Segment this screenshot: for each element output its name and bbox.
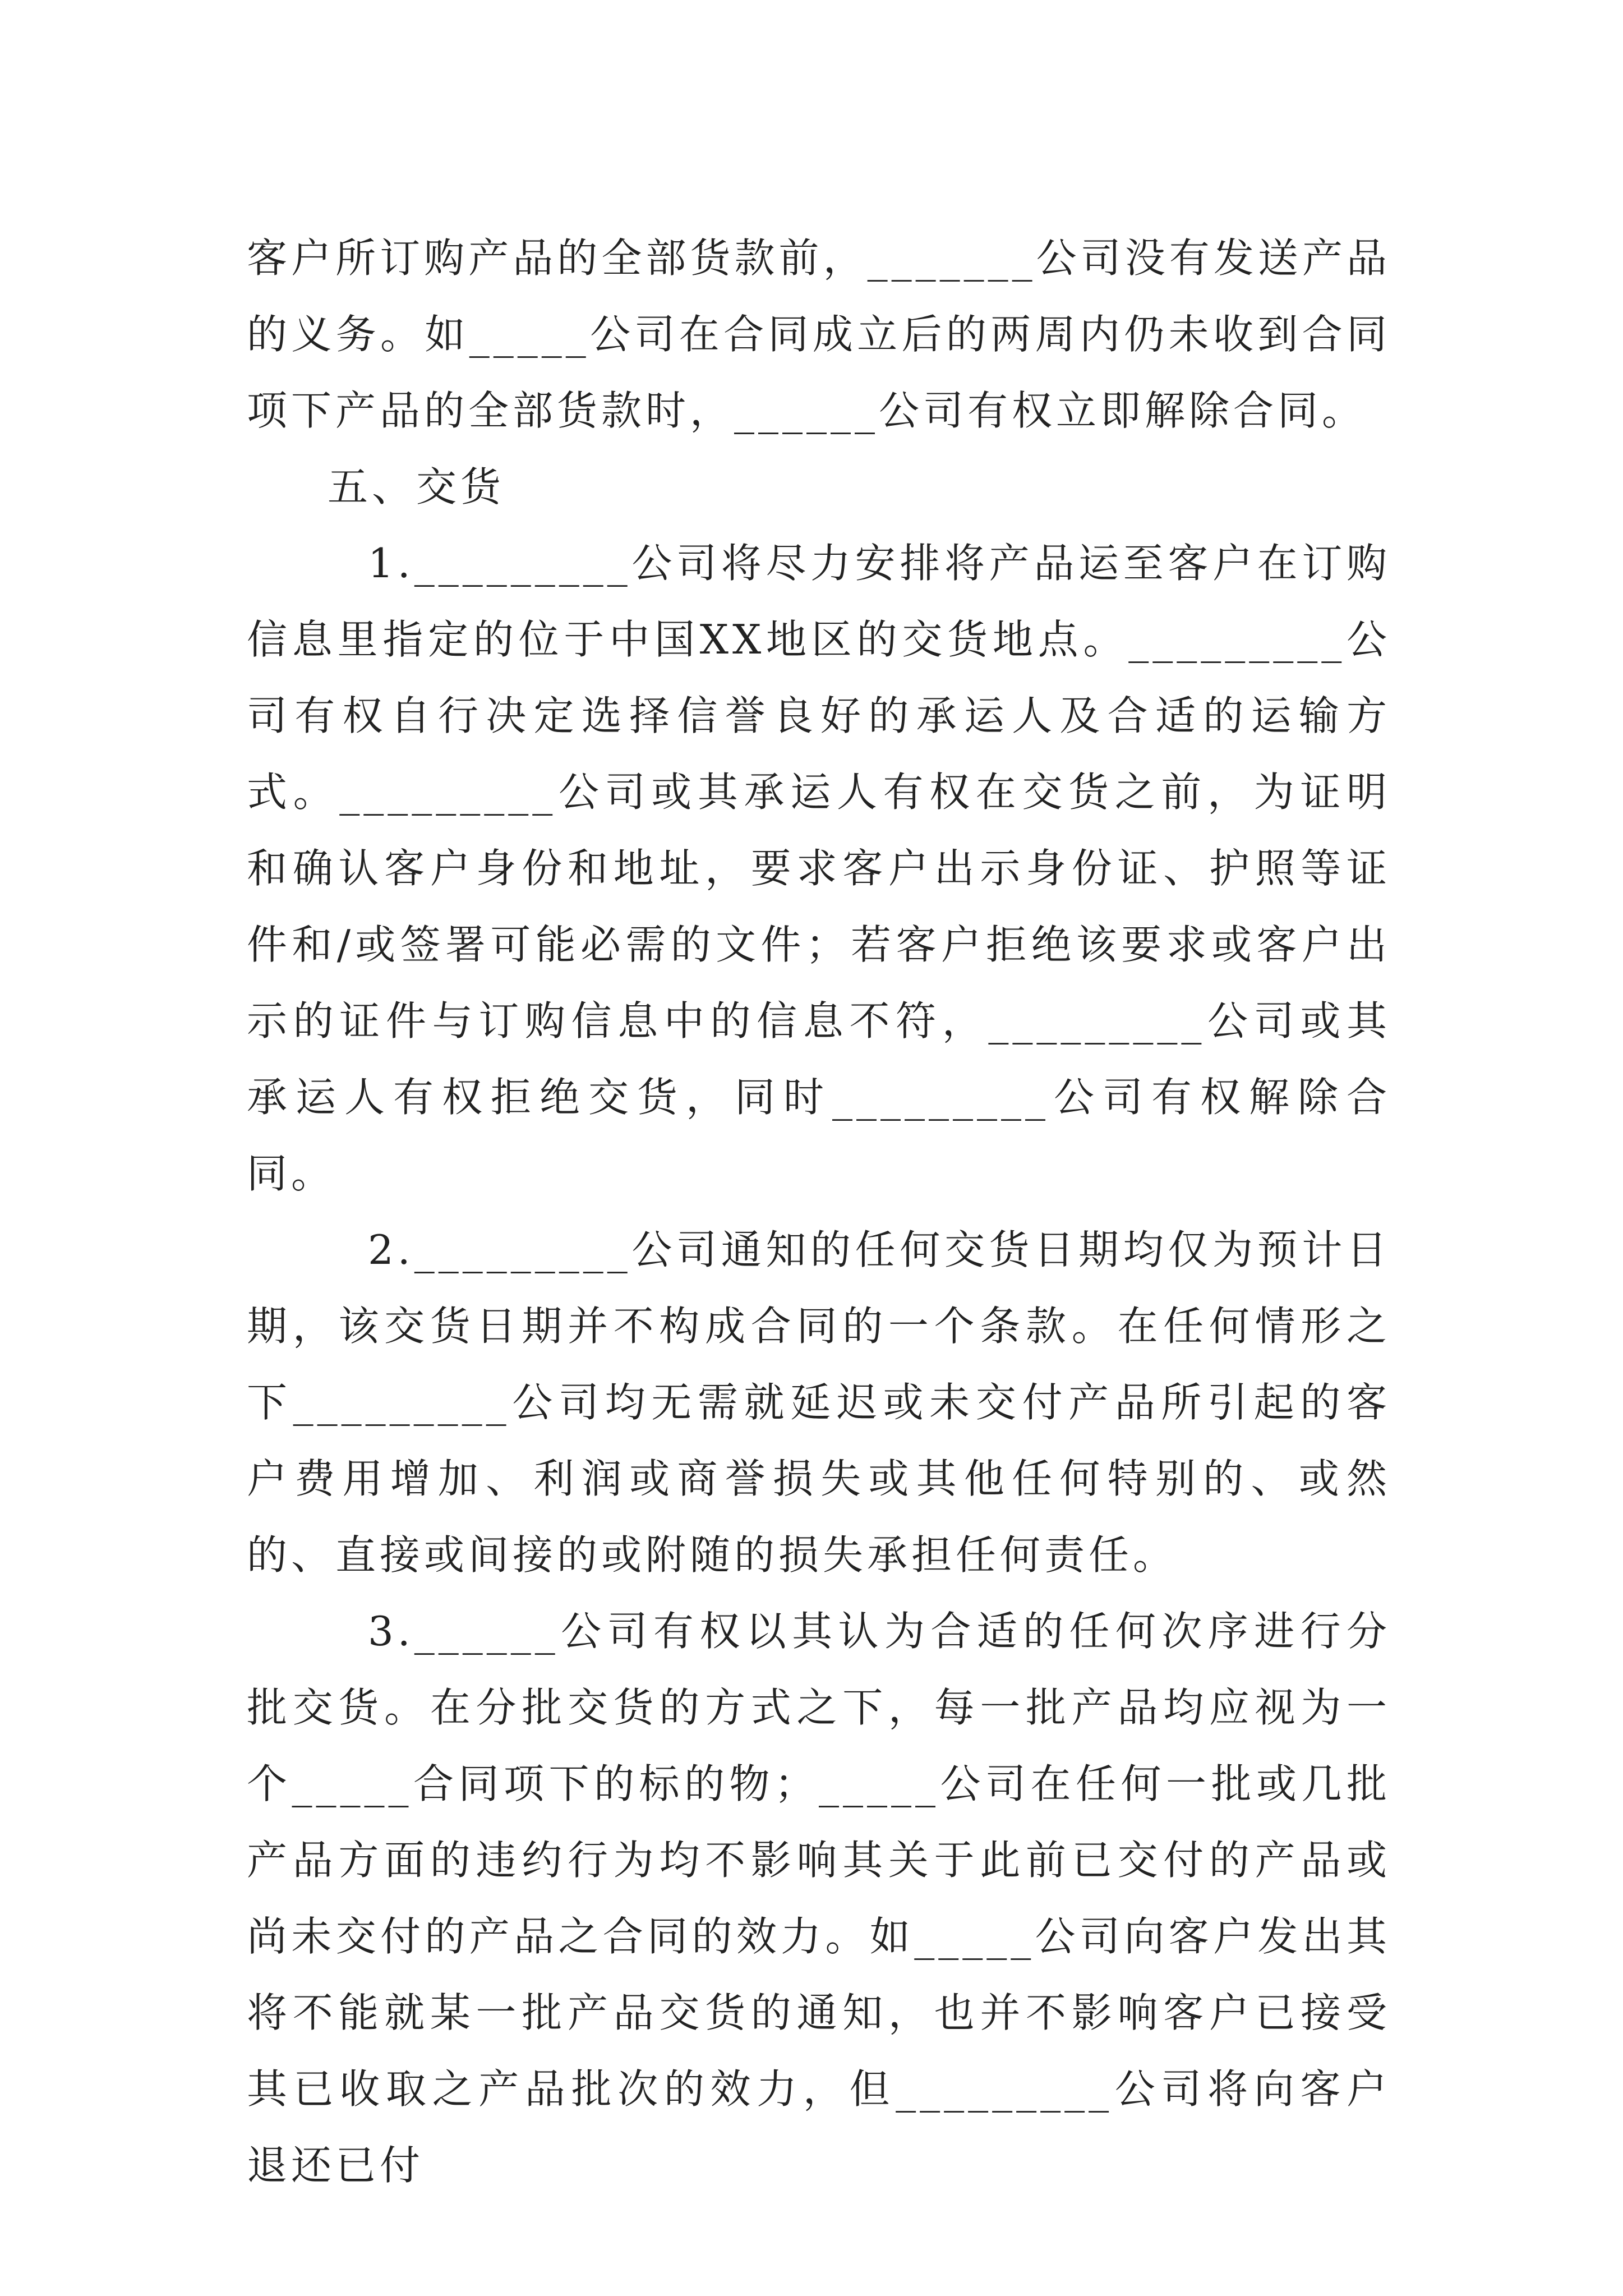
document-body — [247, 220, 1391, 2203]
clause-2-delivery-date: 2._________公司通知的任何交货日期均仅为预计日期，该交货日期并不构成合同的一个条款。在任何情形之下_________公司均无需就延迟或未交付产品所引起的客户费用增加、利润或商誉损失或其他任何特别的、或然的、直接或间接的或附随的损失承担任何责任。 — [247, 1226, 1391, 1579]
section-heading-delivery: 五、交货 — [328, 463, 505, 510]
clause-1-delivery-location: 1._________公司将尽力安排将产品运至客户在订购信息里指定的位于中国XX地区的交货地点。_________公司有权自行决定选择信誉良好的承运人及合适的运输方式。_________公司或其承运人有权在交货之前，为证明和确认客户身份和地址，要求客户出示身份证、护照等证件和/或签署可能必需的文件；若客户拒绝该要求或客户出示的证件与订购信息中的信息不符，_________公司或其承运人有权拒绝交货，同时_________公司有权解除合同。 — [247, 540, 1391, 1197]
paragraph-payment-continued: 客户所订购产品的全部货款前，_______公司没有发送产品的义务。如_____公司在合同成立后的两周内仍未收到合同项下产品的全部货款时，______公司有权立即解除合同。 — [247, 234, 1391, 434]
clause-3-partial-delivery: 3.______公司有权以其认为合适的任何次序进行分批交货。在分批交货的方式之下，每一批产品均应视为一个_____合同项下的标的物；_____公司在任何一批或几批产品方面的违约行为均不影响其关于此前已交付的产品或尚未交付的产品之合同的效力。如_____公司向客户发出其将不能就某一批产品交货的通知，也并不影响客户已接受其已收取之产品批次的效力，但_________公司将向客户退还已付 — [247, 1608, 1391, 2189]
